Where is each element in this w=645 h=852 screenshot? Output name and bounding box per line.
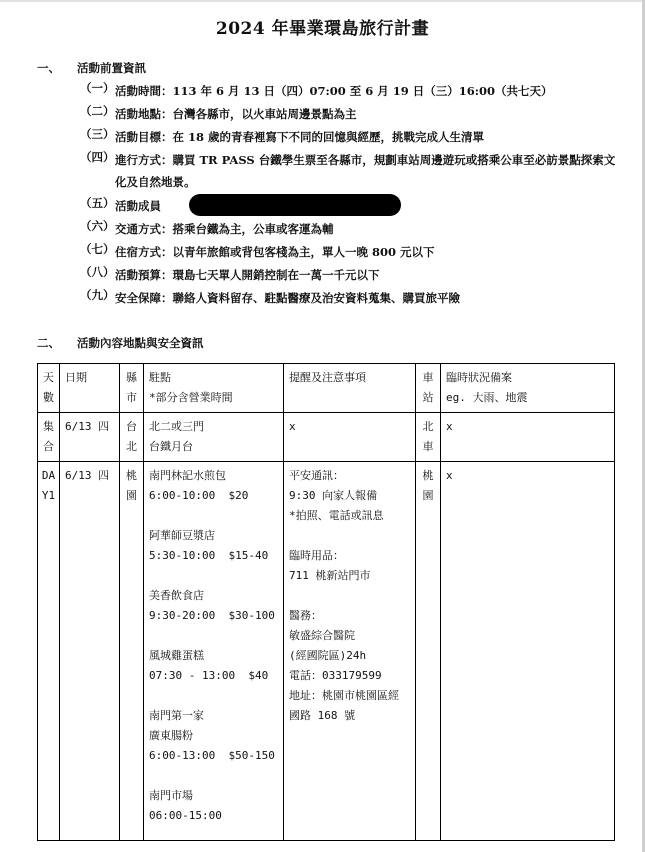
cell-backup: x: [441, 413, 615, 462]
list-item: [80, 218, 620, 240]
note-line: 地址：桃園市桃園區經: [289, 689, 399, 702]
item-text: 活動成員: [115, 199, 161, 213]
list-item: [80, 241, 620, 263]
spot-line: 9:30-20:00 $30-100: [149, 609, 275, 622]
header-spot-label: 駐點: [149, 371, 171, 384]
page-top-edge: [0, 0, 645, 2]
spot-line: 南門林記水煎包: [149, 469, 226, 482]
spot-line: 南門第一家: [149, 709, 204, 722]
note-line: 國路 168 號: [289, 709, 356, 722]
item-marker: （一）: [80, 81, 115, 95]
item-text: 安全保障：聯絡人資料留存、駐點醫療及治安資料蒐集、購買旅平險: [115, 291, 460, 305]
note-line: (經國院區)24h: [289, 649, 367, 662]
item-marker: （二）: [80, 104, 115, 118]
note-line: *拍照、電話或訊息: [289, 509, 384, 522]
spot-line: 風城雞蛋糕: [149, 649, 204, 662]
note-line: 711 桃新站門市: [289, 569, 371, 582]
note-line: x: [289, 420, 296, 433]
header-backup-label: 臨時狀況備案: [446, 371, 512, 384]
spot-line: 6:00-13:00 $50-150: [149, 749, 275, 762]
table-row: [38, 413, 615, 462]
note-line: 平安通訊：: [289, 469, 344, 482]
header-date: 日期: [60, 364, 120, 413]
spot-line: [149, 626, 278, 646]
note-line: 電話：033179599: [289, 669, 382, 682]
spot-line: 廣東腸粉: [149, 729, 193, 742]
header-county: 縣市: [120, 364, 144, 413]
cell-county: 台北: [120, 413, 144, 462]
item-marker: （六）: [80, 219, 115, 233]
spot-line: 北二或三門: [149, 420, 204, 433]
cell-notes: [284, 462, 416, 841]
spot-line: 阿華師豆漿店: [149, 529, 215, 542]
cell-station: 桃園: [416, 462, 441, 841]
list-item: [80, 149, 620, 193]
cell-spots: [144, 413, 284, 462]
list-item: [80, 80, 620, 102]
header-backup: [441, 364, 615, 413]
table-header-row: [38, 364, 615, 413]
item-text: 進行方式：購買 TR PASS 台鐵學生票至各縣市，規劃車站周邊遊玩或搭乘公車至必訪景點探索文化及自然地景。: [115, 153, 616, 189]
note-line: 臨時用品：: [289, 549, 344, 562]
cell-backup: x: [441, 462, 615, 841]
list-item: [80, 264, 620, 286]
item-text: 住宿方式：以青年旅館或背包客棧為主，單人一晚 800 元以下: [115, 245, 435, 259]
list-item: [80, 126, 620, 148]
section-1-number: 一、: [37, 61, 60, 75]
spot-line: 6:00-10:00 $20: [149, 489, 249, 502]
header-backup-note: eg. 大雨、地震: [446, 391, 528, 404]
item-text: 活動預算：環島七天單人開銷控制在一萬一千元以下: [115, 268, 380, 282]
section-2-number: 二、: [37, 336, 60, 350]
note-line: 9:30 向家人報備: [289, 489, 378, 502]
cell-notes: [284, 413, 416, 462]
spot-line: [149, 686, 278, 706]
cell-date: 6/13 四: [60, 413, 120, 462]
note-line: [289, 526, 410, 546]
note-line: [289, 586, 410, 606]
item-marker: （七）: [80, 242, 115, 256]
spot-line: 06:00-15:00: [149, 809, 222, 822]
header-spot: [144, 364, 284, 413]
spot-line: 南門市場: [149, 789, 193, 802]
cell-station: 北車: [416, 413, 441, 462]
spot-line: 5:30-10:00 $15-40: [149, 549, 269, 562]
redaction-bar: [189, 194, 401, 216]
item-marker: （三）: [80, 127, 115, 141]
item-text: 交通方式：搭乘台鐵為主，公車或客運為輔: [115, 222, 334, 236]
spot-line: 台鐵月台: [149, 440, 193, 453]
cell-county: 桃園: [120, 462, 144, 841]
note-line: 敏盛綜合醫院: [289, 629, 355, 642]
cell-spots: [144, 462, 284, 841]
table-row: [38, 462, 615, 841]
header-day: 天數: [38, 364, 60, 413]
header-notes: 提醒及注意事項: [284, 364, 416, 413]
header-spot-note: *部分含營業時間: [149, 391, 233, 404]
document-title: 2024 年畢業環島旅行計畫: [215, 19, 430, 39]
item-marker: （九）: [80, 288, 115, 302]
cell-day: 集合: [38, 413, 60, 462]
spot-line: 07:30 - 13:00 $40: [149, 669, 269, 682]
item-text: 活動目標：在 18 歲的青春裡寫下不同的回憶與經歷，挑戰完成人生清單: [115, 130, 485, 144]
list-item: [80, 103, 620, 125]
spot-line: [149, 506, 278, 526]
header-station: 車站: [416, 364, 441, 413]
item-marker: （五）: [80, 196, 115, 210]
item-marker: （四）: [80, 150, 115, 164]
section-2-label: 活動內容地點與安全資訊: [77, 336, 204, 350]
section-1-label: 活動前置資訊: [77, 61, 146, 75]
item-text: 活動時間：113 年 6 月 13 日（四）07:00 至 6 月 19 日（三）16:00（共七天）: [115, 84, 553, 98]
spot-line: 美香飲食店: [149, 589, 204, 602]
note-line: 醫務：: [289, 609, 322, 622]
item-marker: （八）: [80, 265, 115, 279]
cell-date: 6/13 四: [60, 462, 120, 841]
item-text: 活動地點：台灣各縣市，以火車站周邊景點為主: [115, 107, 357, 121]
spot-line: [149, 566, 278, 586]
spot-line: [149, 766, 278, 786]
itinerary-table: [37, 363, 615, 841]
cell-day: DAY1: [38, 462, 60, 841]
list-item: [80, 287, 620, 309]
